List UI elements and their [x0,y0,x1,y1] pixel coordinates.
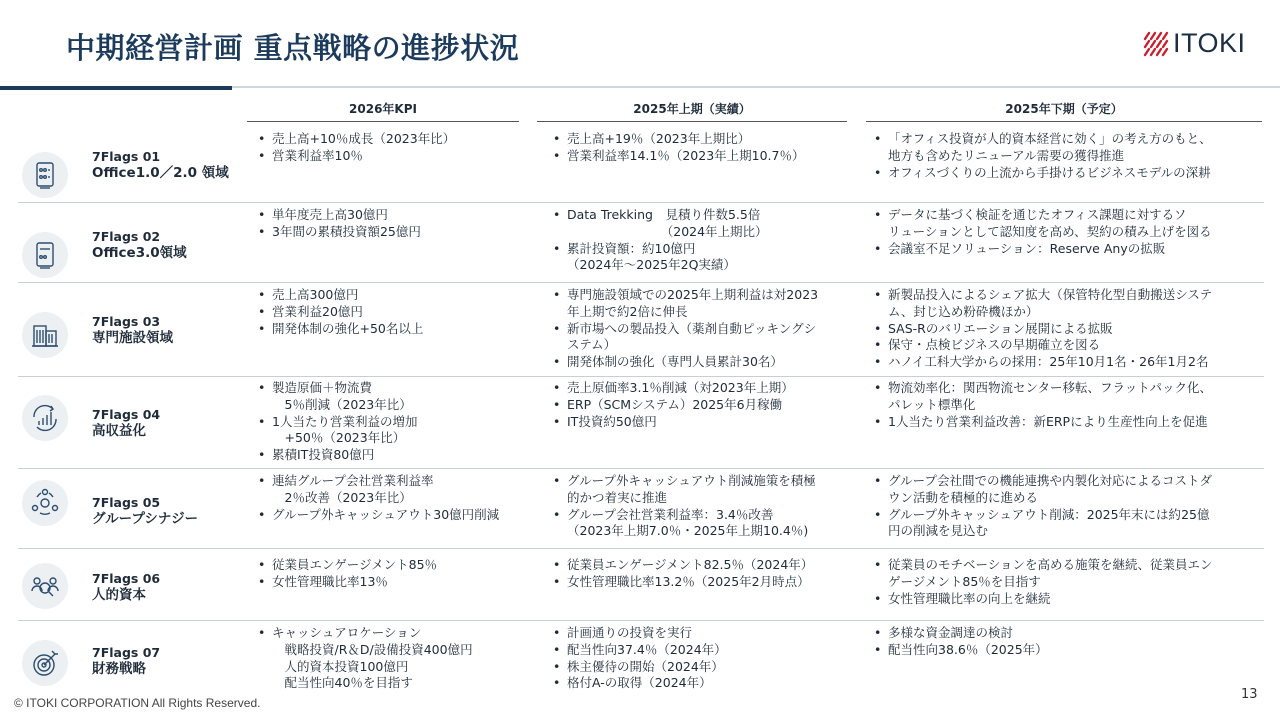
list-item: • 営業利益率14.1％（2023年上期10.7％） [549,148,859,165]
list-item: • 3年間の累積投資額25億円 [254,224,524,241]
h1-result-cell [549,131,859,165]
row-divider [18,282,1264,283]
row-divider [18,202,1264,203]
kpi-cell [254,207,524,241]
flag-number: 7Flags 01 [92,149,161,164]
list-item: • 製造原価＋物流費 5％削減（2023年比） [254,380,524,414]
target-icon [22,640,68,686]
kpi-cell [254,380,524,464]
flag-name: グループシナジー [92,511,199,527]
list-item: • 女性管理職比率13.2％（2025年2月時点） [549,574,859,591]
list-item: • 格付A-の取得（2024年） [549,675,859,692]
h2-plan-cell [870,287,1270,371]
h1-result-cell [549,207,859,274]
row-divider [18,468,1264,469]
list-item: • 配当性向38.6％（2025年） [870,642,1270,659]
h2-plan-cell [870,380,1270,430]
list-item: • 開発体制の強化（専門人員累計30名） [549,354,859,371]
h2-plan-cell [870,473,1270,540]
group-network-icon [22,480,68,526]
column-header-h2: 2025年下期（予定） [1005,102,1123,116]
growth-chart-icon [22,395,68,441]
column-underline [247,121,519,122]
flag-name: Office3.0領域 [92,245,187,261]
row-divider [18,376,1264,377]
flag-number: 7Flags 02 [92,229,161,244]
list-item: • 売上原価率3.1％削減（対2023年上期） [549,380,859,397]
column-header-kpi: 2026年KPI [349,102,417,116]
h2-plan-cell [870,625,1270,659]
column-header-h1: 2025年上期（実績） [633,102,751,116]
list-item: • 「オフィス投資が人的資本経営に効く」の考え方のもと、 地方も含めたリニューアル需要の獲得推進 [870,131,1270,165]
column-underline [866,121,1262,122]
list-item: • 物流効率化：関西物流センター移転、フラットパック化、 パレット標準化 [870,380,1270,414]
list-item: • 株主優待の開始（2024年） [549,659,859,676]
header-accent-bar [0,86,232,90]
flag-number: 7Flags 07 [92,645,161,660]
flag-name: 専門施設領域 [92,330,173,346]
list-item: • 1人当たり営業利益の増加 +50％（2023年比） [254,414,524,448]
row-divider [18,548,1264,549]
kpi-cell [254,287,524,337]
kpi-cell [254,473,544,523]
list-item: • Data Trekking 見積り件数5.5倍 （2024年上期比） [549,207,859,241]
list-item: • データに基づく検証を通じたオフィス課題に対するソ リューションとして認知度を高め、契約の積み上げを図る [870,207,1270,241]
list-item: • 従業員のモチベーションを高める施策を継続、従業員エン ゲージメント85％を目指す [870,557,1270,591]
list-item: • 保守・点検ビジネスの早期確立を図る [870,337,1270,354]
list-item: • キャッシュアロケーション 戦略投資/R＆D/設備投資400億円 人的資本投資100億円 配当性向40％を目指す [254,625,534,692]
office-3-document-icon [22,232,68,278]
flag-number: 7Flags 06 [92,571,161,586]
page-title: 中期経営計画 重点戦略の進捗状況 [66,31,520,65]
list-item: • 開発体制の強化+50名以上 [254,321,524,338]
list-item: • 新製品投入によるシェア拡大（保管特化型自動搬送システ ム、封じ込め粉砕機ほか） [870,287,1270,321]
list-item: • グループ外キャッシュアウト30億円削減 [254,507,544,524]
list-item: • 連結グループ会社営業利益率 2％改善（2023年比） [254,473,544,507]
h1-result-cell [549,380,859,430]
list-item: • グループ会社営業利益率：3.4％改善 （2023年上期7.0％・2025年上期10.4％) [549,507,859,541]
building-icon [22,312,68,358]
list-item: • SAS-Rのバリエーション展開による拡販 [870,321,1270,338]
list-item: • IT投資約50億円 [549,414,859,431]
flag-number: 7Flags 03 [92,314,161,329]
flag-label [92,407,160,439]
flag-number: 7Flags 05 [92,495,161,510]
h2-plan-cell [870,557,1270,607]
list-item: • 営業利益20億円 [254,304,524,321]
h1-result-cell [549,625,859,692]
column-underline [537,121,847,122]
list-item: • ERP（SCMシステム）2025年6月稼働 [549,397,859,414]
office-document-icon [22,152,68,198]
flag-name: 財務戦略 [92,661,146,677]
flag-label [92,645,160,677]
list-item: • グループ外キャッシュアウト削減施策を積極 的かつ着実に推進 [549,473,859,507]
list-item: • 専門施設領域での2025年上期利益は対2023 年上期で約2倍に伸長 [549,287,859,321]
list-item: • 多様な資金調達の検討 [870,625,1270,642]
flag-name: 人的資本 [92,587,146,603]
flag-label [92,149,229,181]
itoki-logo [1143,28,1246,59]
h2-plan-cell [870,131,1270,181]
list-item: • オフィスづくりの上流から手掛けるビジネスモデルの深耕 [870,165,1270,182]
list-item: • 1人当たり営業利益改善：新ERPにより生産性向上を促進 [870,414,1270,431]
page-number: 13 [1241,687,1258,702]
row-divider [18,620,1264,621]
list-item: • 配当性向37.4％（2024年） [549,642,859,659]
flag-label [92,314,173,346]
h1-result-cell [549,557,859,591]
list-item: • グループ会社間での機能連携や内製化対応によるコストダ ウン活動を積極的に進める [870,473,1270,507]
flag-label [92,495,198,527]
h2-plan-cell [870,207,1270,257]
flag-number: 7Flags 04 [92,407,161,422]
list-item: • 女性管理職比率13％ [254,574,524,591]
list-item: • 累積IT投資80億円 [254,447,524,464]
copyright-footer: © ITOKI CORPORATION All Rights Reserved. [14,696,261,710]
kpi-cell [254,131,524,165]
list-item: • 新市場への製品投入（薬剤自動ピッキングシ ステム） [549,321,859,355]
list-item: • グループ外キャッシュアウト削減：2025年末には約25億 円の削減を見込む [870,507,1270,541]
kpi-cell [254,625,534,692]
logo-mark-icon [1143,31,1169,57]
list-item: • 売上高+10％成長（2023年比） [254,131,524,148]
list-item: • 売上高+19％（2023年上期比） [549,131,859,148]
brand-name: ITOKI [1173,28,1246,58]
list-item: • 女性管理職比率の向上を継続 [870,591,1270,608]
list-item: • 単年度売上高30億円 [254,207,524,224]
list-item: • 売上高300億円 [254,287,524,304]
kpi-cell [254,557,524,591]
list-item: • 会議室不足ソリューション：Reserve Anyの拡販 [870,241,1270,258]
flag-name: 高収益化 [92,423,146,439]
list-item: • 累計投資額：約10億円 （2024年～2025年2Q実績） [549,241,859,275]
h1-result-cell [549,287,859,371]
people-search-icon [22,563,68,609]
list-item: • 従業員エンゲージメント82.5％（2024年） [549,557,859,574]
list-item: • 営業利益率10％ [254,148,524,165]
flag-label [92,571,160,603]
list-item: • 計画通りの投資を実行 [549,625,859,642]
h1-result-cell [549,473,859,540]
flag-label [92,229,187,261]
flag-name: Office1.0／2.0 領域 [92,165,229,181]
list-item: • ハノイ工科大学からの採用：25年10月1名・26年1月2名 [870,354,1270,371]
list-item: • 従業員エンゲージメント85％ [254,557,524,574]
